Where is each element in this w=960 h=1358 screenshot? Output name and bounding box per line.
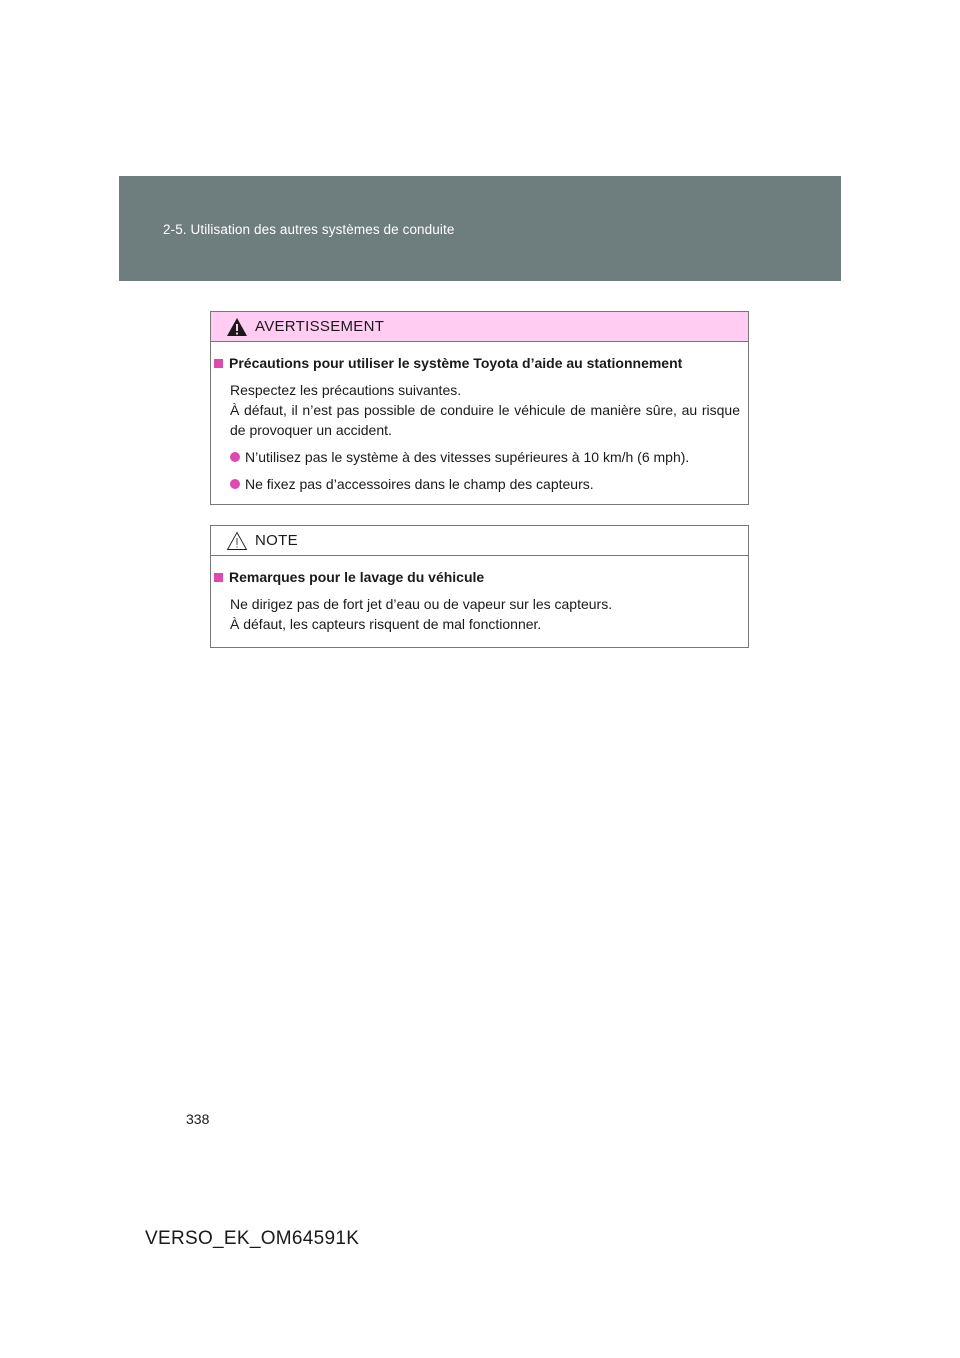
- warning-heading-text: Précautions pour utiliser le système Toyota d’aide au stationnement: [229, 355, 683, 371]
- round-bullet-icon: [230, 479, 240, 489]
- document-code: VERSO_EK_OM64591K: [145, 1228, 360, 1249]
- warning-box: [210, 311, 749, 505]
- warning-bullet-text: N’utilisez pas le système à des vitesses supérieures à 10 km/h (6 mph).: [245, 449, 690, 465]
- note-heading: [214, 567, 740, 587]
- round-bullet-icon: [230, 452, 240, 462]
- warning-section: [214, 353, 740, 494]
- warning-intro-line-1: Respectez les précautions suivantes.: [230, 382, 462, 398]
- caution-outline-triangle-icon: [226, 531, 248, 551]
- note-heading-text: Remarques pour le lavage du véhicule: [229, 569, 485, 585]
- warning-box-title: AVERTISSEMENT: [255, 318, 385, 335]
- warning-bullet-item: [230, 447, 740, 467]
- page-number: 338: [186, 1111, 210, 1127]
- note-box-title: NOTE: [255, 532, 298, 549]
- warning-intro-line-2: À défaut, il n’est pas possible de conduire le véhicule de manière sûre, au risque de provoquer un accident.: [230, 402, 740, 438]
- note-box: [210, 525, 749, 648]
- warning-heading: [214, 353, 740, 373]
- warning-box-header: [211, 312, 748, 342]
- note-line-2: À défaut, les capteurs risquent de mal fonctionner.: [230, 616, 542, 632]
- warning-intro: [230, 380, 740, 440]
- note-line-1: Ne dirigez pas de fort jet d’eau ou de vapeur sur les capteurs.: [230, 596, 613, 612]
- warning-bullet-text: Ne fixez pas d’accessoires dans le champ des capteurs.: [245, 476, 594, 492]
- square-bullet-icon: [214, 573, 223, 582]
- square-bullet-icon: [214, 359, 223, 368]
- note-section: [214, 567, 740, 634]
- section-header-band: [119, 176, 841, 281]
- warning-bullet-item: [230, 474, 740, 494]
- note-paragraph: [230, 594, 740, 634]
- section-title: 2-5. Utilisation des autres systèmes de conduite: [163, 222, 455, 237]
- note-box-header: [211, 526, 748, 556]
- warning-triangle-icon: [226, 317, 248, 337]
